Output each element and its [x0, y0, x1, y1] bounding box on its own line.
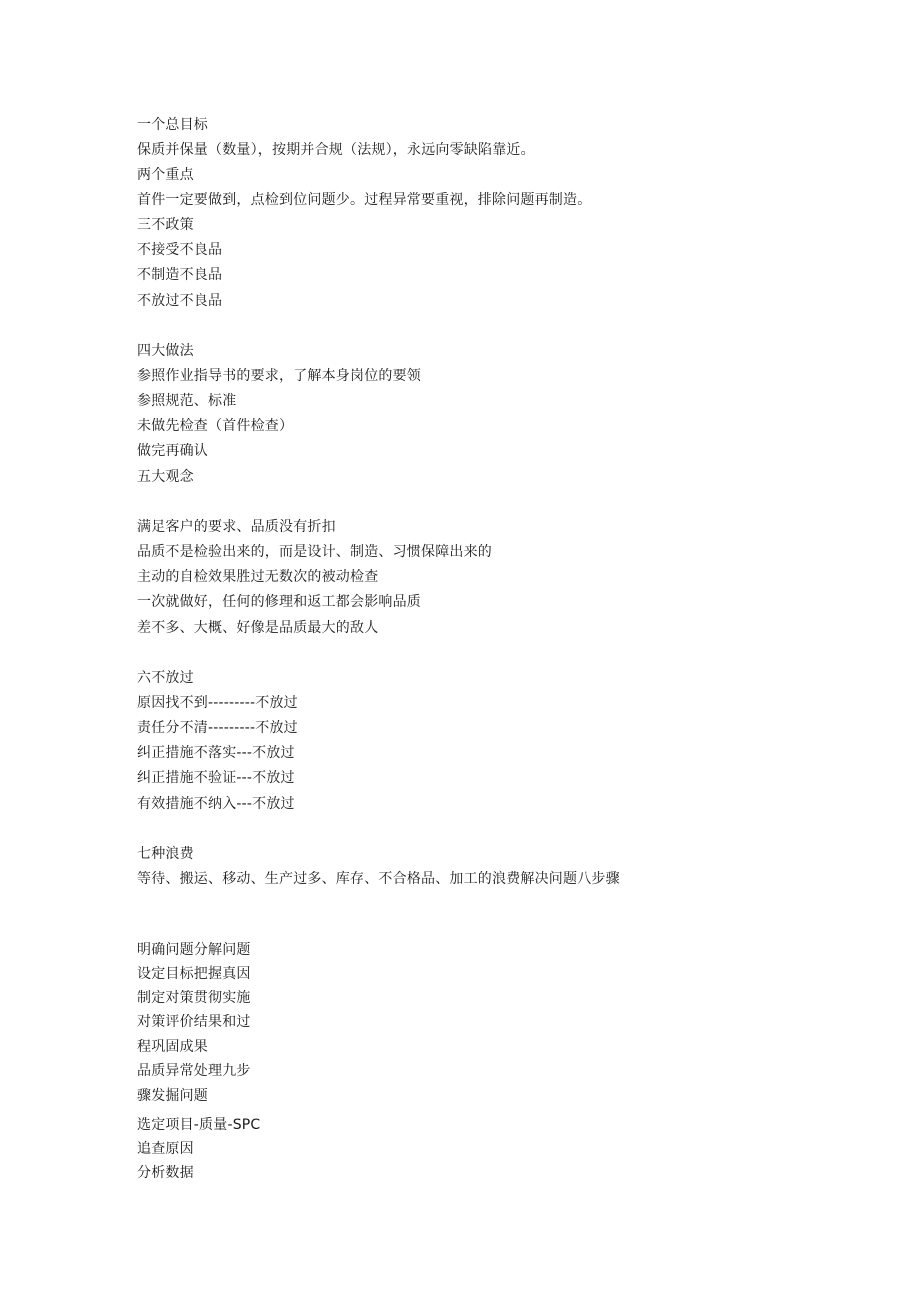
text-line: 纠正措施不验证---不放过: [137, 770, 295, 786]
heading-seven-wastes: 七种浪费: [137, 846, 194, 862]
text-line: 设定目标把握真因: [137, 966, 251, 982]
text-line: 原因找不到---------不放过: [137, 695, 298, 711]
heading-four-methods: 四大做法: [137, 343, 194, 359]
text-line: 责任分不清---------不放过: [137, 720, 298, 736]
text-line: 做完再确认: [137, 443, 208, 459]
heading-six-not-let-go: 六不放过: [137, 670, 194, 686]
text-line: 保质并保量（数量），按期并合规（法规），永远向零缺陷靠近。: [137, 142, 535, 158]
text-line: 主动的自检效果胜过无数次的被动检查: [137, 569, 379, 585]
heading-two-focus: 两个重点: [137, 167, 194, 183]
text-line: 品质异常处理九步: [137, 1063, 251, 1079]
text-line: 参照规范、标准: [137, 393, 237, 409]
text-line: 程巩固成果: [137, 1039, 208, 1055]
text-line: 选定项目-质量-SPC: [137, 1117, 261, 1133]
text-line: 未做先检查（首件检查）: [137, 418, 294, 434]
text-line: 骤发掘问题: [137, 1088, 208, 1104]
text-line: 不放过不良品: [137, 293, 223, 309]
text-line: 满足客户的要求、品质没有折扣: [137, 519, 336, 535]
text-line: 不接受不良品: [137, 242, 223, 258]
text-line: 等待、搬运、移动、生产过多、库存、不合格品、加工的浪费解决问题八步骤: [137, 871, 620, 887]
text-line: 一次就做好，任何的修理和返工都会影响品质: [137, 594, 421, 610]
text-line: 首件一定要做到，点检到位问题少。过程异常要重视，排除问题再制造。: [137, 192, 592, 208]
text-line: 不制造不良品: [137, 267, 223, 283]
text-line: 制定对策贯彻实施: [137, 990, 251, 1006]
text-line: 对策评价结果和过: [137, 1014, 251, 1030]
text-line: 分析数据: [137, 1165, 194, 1181]
text-line: 追查原因: [137, 1141, 194, 1157]
text-line: 明确问题分解问题: [137, 942, 251, 958]
text-line: 品质不是检验出来的，而是设计、制造、习惯保障出来的: [137, 544, 492, 560]
heading-five-concepts: 五大观念: [137, 469, 194, 485]
text-line: 有效措施不纳入---不放过: [137, 796, 295, 812]
heading-one-goal: 一个总目标: [137, 117, 208, 133]
text-line: 差不多、大概、好像是品质最大的敌人: [137, 620, 379, 636]
text-line: 纠正措施不落实---不放过: [137, 745, 295, 761]
text-line: 参照作业指导书的要求，了解本身岗位的要领: [137, 368, 421, 384]
heading-three-no-policy: 三不政策: [137, 217, 194, 233]
